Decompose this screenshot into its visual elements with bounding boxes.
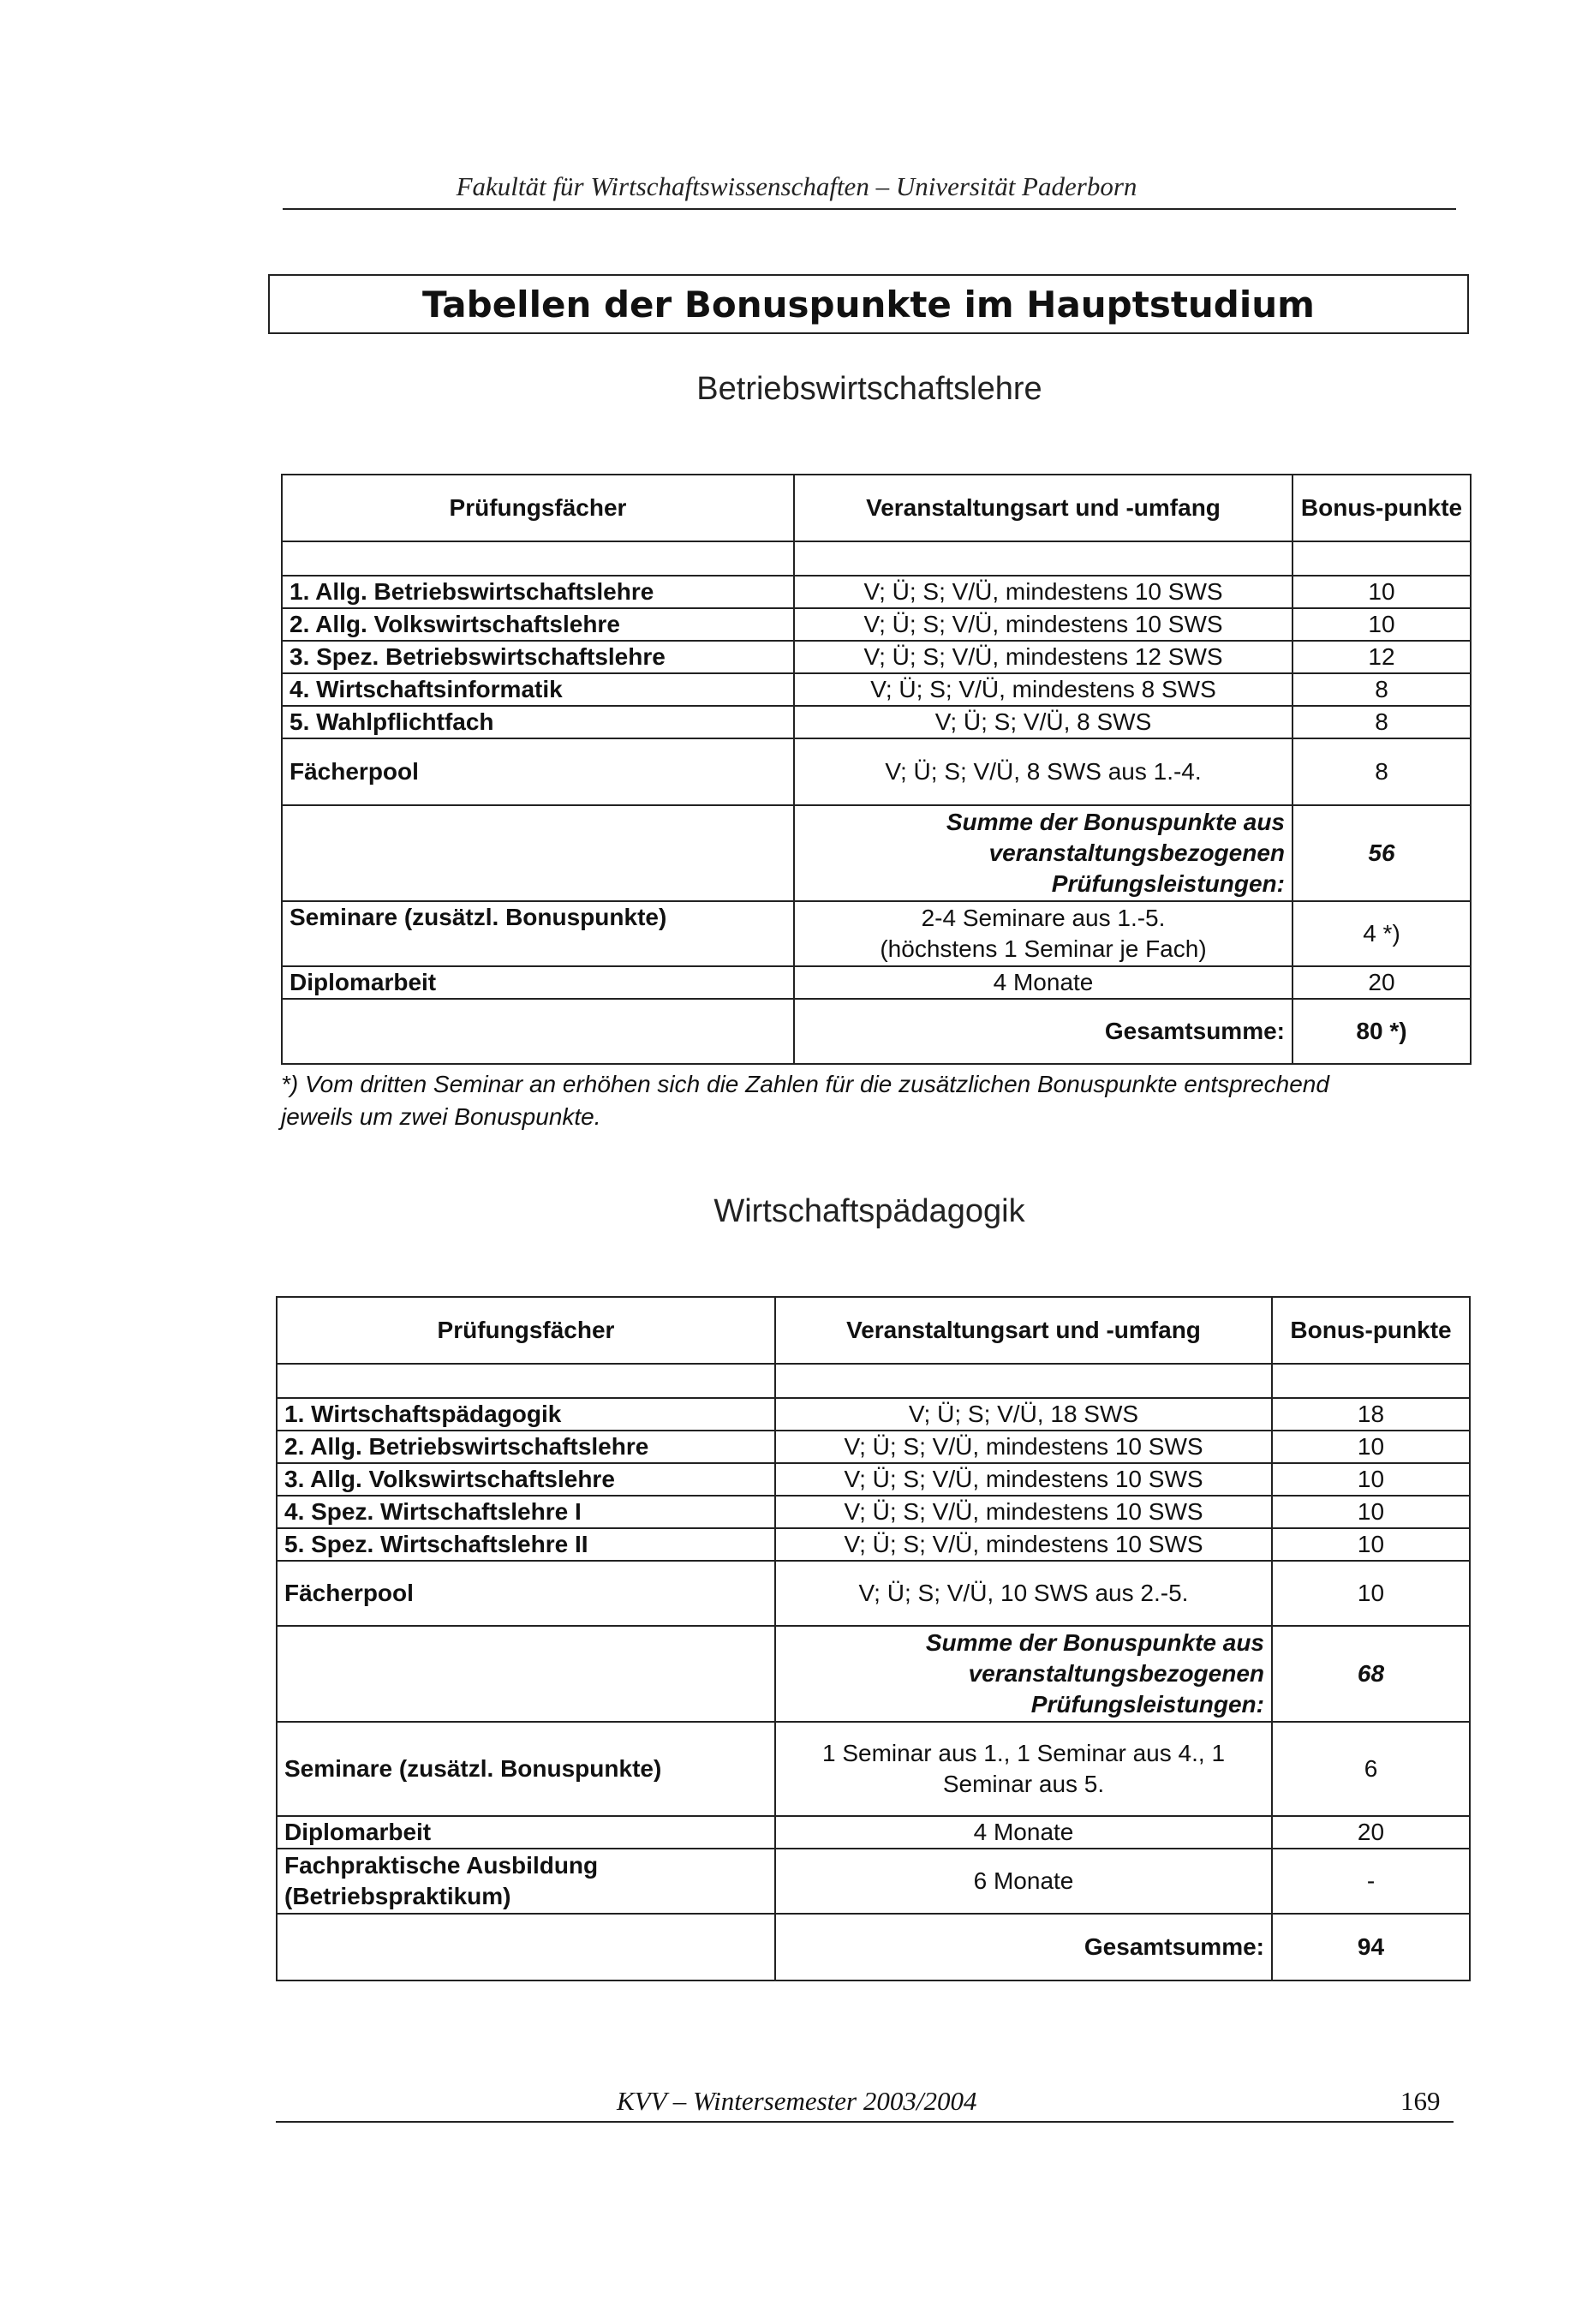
total-row <box>282 999 1471 1064</box>
footnote-marker: *) <box>281 1071 299 1097</box>
spacer-row <box>282 541 1471 576</box>
internship-row: Fachpraktische Ausbildung (Betriebspraktikum) 6 Monate - <box>277 1849 1470 1914</box>
sum-row <box>282 805 1471 901</box>
bonus-table-bwl <box>281 474 1472 1065</box>
seminar-row: Seminare (zusätzl. Bonuspunkte) 1 Seminar aus 1., 1 Seminar aus 4., 1 Seminar aus 5. 6 <box>277 1722 1470 1816</box>
col-header-subject: Prüfungsfächer <box>282 475 794 541</box>
footer-rule <box>276 2121 1454 2123</box>
table-row: 4. Wirtschaftsinformatik V; Ü; S; V/Ü, mindestens 8 SWS 8 <box>282 673 1471 706</box>
table-row: 5. Spez. Wirtschaftslehre II V; Ü; S; V/Ü, mindestens 10 SWS 10 <box>277 1528 1470 1561</box>
header-rule <box>283 208 1456 210</box>
thesis-row: Diplomarbeit 4 Monate 20 <box>277 1816 1470 1849</box>
footnote-text: Vom dritten Seminar an erhöhen sich die Zahlen für die zusätzlichen Bonuspunkte entsprechend jeweils um zwei Bonuspunkte. <box>281 1071 1329 1130</box>
col-header-type: Veranstaltungsart und -umfang <box>794 475 1293 541</box>
seminar-row: Seminare (zusätzl. Bonuspunkte) 2-4 Seminare aus 1.-5. (höchstens 1 Seminar je Fach) 4 *) <box>282 901 1471 966</box>
sum-row <box>277 1626 1470 1722</box>
page-title: Tabellen der Bonuspunkte im Hauptstudium <box>268 274 1469 334</box>
total-points: 94 <box>1272 1914 1470 1980</box>
faculty-header: Fakultät für Wirtschaftswissenschaften – Universität Paderborn <box>456 171 1137 201</box>
table-row: 4. Spez. Wirtschaftslehre I V; Ü; S; V/Ü, mindestens 10 SWS 10 <box>277 1496 1470 1528</box>
sum-label: Summe der Bonuspunkte aus veranstaltungsbezogenen Prüfungsleistungen: <box>775 1626 1272 1722</box>
thesis-row: Diplomarbeit 4 Monate 20 <box>282 966 1471 999</box>
pool-row: Fächerpool V; Ü; S; V/Ü, 10 SWS aus 2.-5. 10 <box>277 1561 1470 1626</box>
total-label: Gesamtsumme: <box>794 999 1293 1064</box>
pool-row: Fächerpool V; Ü; S; V/Ü, 8 SWS aus 1.-4. 8 <box>282 738 1471 805</box>
total-points: 80 *) <box>1293 999 1471 1064</box>
section-title-bwl: Betriebswirtschaftslehre <box>696 371 1042 407</box>
sum-points: 56 <box>1293 805 1471 901</box>
footnote <box>281 1068 1394 1133</box>
total-label: Gesamtsumme: <box>775 1914 1272 1980</box>
table-row: 2. Allg. Volkswirtschaftslehre V; Ü; S; V/Ü, mindestens 10 SWS 10 <box>282 608 1471 641</box>
spacer-row <box>277 1364 1470 1398</box>
footer-title: KVV – Wintersemester 2003/2004 <box>617 2086 977 2116</box>
total-row <box>277 1914 1470 1980</box>
page-number: 169 <box>1400 2086 1441 2116</box>
col-header-type: Veranstaltungsart und -umfang <box>775 1297 1272 1364</box>
table-row: 1. Wirtschaftspädagogik V; Ü; S; V/Ü, 18 SWS 18 <box>277 1398 1470 1431</box>
sum-points: 68 <box>1272 1626 1470 1722</box>
sum-label: Summe der Bonuspunkte aus veranstaltungsbezogenen Prüfungsleistungen: <box>794 805 1293 901</box>
table-row: 3. Allg. Volkswirtschaftslehre V; Ü; S; V/Ü, mindestens 10 SWS 10 <box>277 1463 1470 1496</box>
col-header-points: Bonus-punkte <box>1272 1297 1470 1364</box>
col-header-points: Bonus-punkte <box>1293 475 1471 541</box>
table-row: 5. Wahlpflichtfach V; Ü; S; V/Ü, 8 SWS 8 <box>282 706 1471 738</box>
col-header-subject: Prüfungsfächer <box>277 1297 775 1364</box>
table-header-row <box>277 1297 1470 1364</box>
section-title-wipaed: Wirtschaftspädagogik <box>713 1193 1025 1229</box>
table-row: 3. Spez. Betriebswirtschaftslehre V; Ü; S; V/Ü, mindestens 12 SWS 12 <box>282 641 1471 673</box>
table-header-row <box>282 475 1471 541</box>
table-row: 1. Allg. Betriebswirtschaftslehre V; Ü; S; V/Ü, mindestens 10 SWS 10 <box>282 576 1471 608</box>
bonus-table-wipaed <box>276 1296 1471 1981</box>
table-row: 2. Allg. Betriebswirtschaftslehre V; Ü; S; V/Ü, mindestens 10 SWS 10 <box>277 1431 1470 1463</box>
